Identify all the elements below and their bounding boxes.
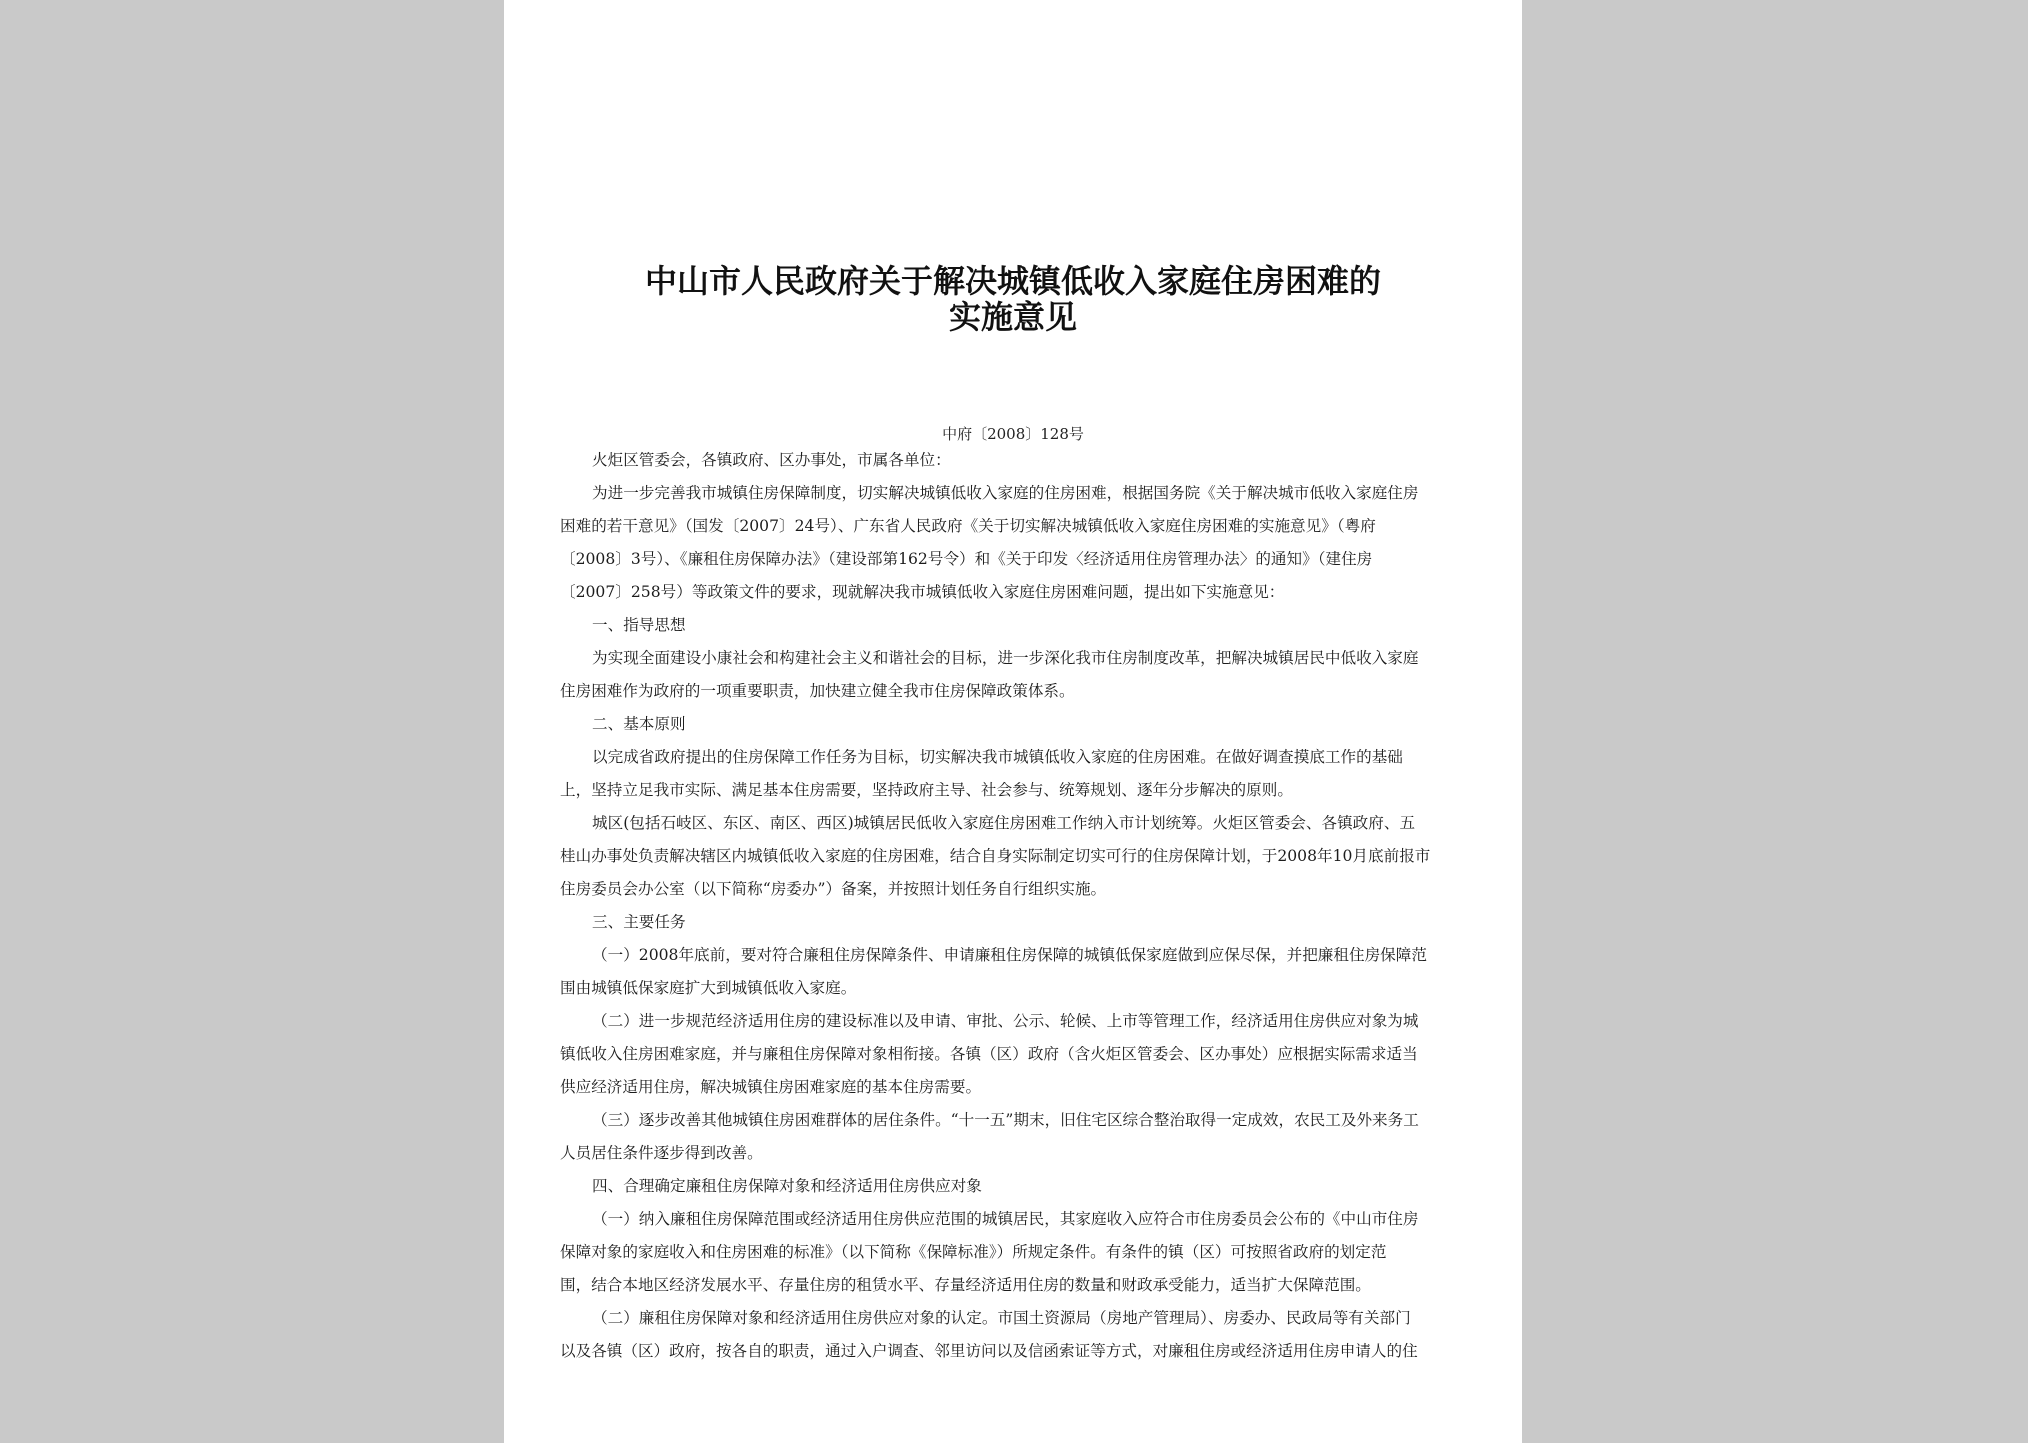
body-text-line: （二）廉租住房保障对象和经济适用住房供应对象的认定。市国土资源局（房地产管理局）、房委办、民政局等有关部门 [592, 1309, 1411, 1327]
body-text-line: （二）进一步规范经济适用住房的建设标准以及申请、审批、公示、轮候、上市等管理工作，经济适用住房供应对象为城 [592, 1012, 1419, 1030]
body-text-line: 围，结合本地区经济发展水平、存量住房的租赁水平、存量经济适用住房的数量和财政承受能力，适当扩大保障范围。 [560, 1276, 1371, 1294]
body-text-line: 保障对象的家庭收入和住房困难的标准》（以下简称《保障标准》）所规定条件。有条件的镇（区）可按照省政府的划定范 [560, 1243, 1387, 1261]
body-text-line: 城区(包括石岐区、东区、南区、西区)城镇居民低收入家庭住房困难工作纳入市计划统筹。火炬区管委会、各镇政府、五 [592, 814, 1416, 832]
body-text-line: 三、主要任务 [592, 913, 686, 931]
body-text-line: 围由城镇低保家庭扩大到城镇低收入家庭。 [560, 979, 857, 997]
body-text-line: 桂山办事处负责解决辖区内城镇低收入家庭的住房困难，结合自身实际制定切实可行的住房保障计划，于2008年10月底前报市 [560, 847, 1431, 865]
body-text-line: 以及各镇（区）政府，按各自的职责，通过入户调查、邻里访问以及信函索证等方式，对廉租住房或经济适用住房申请人的住 [560, 1342, 1418, 1360]
body-text-line: 人员居住条件逐步得到改善。 [560, 1144, 763, 1162]
body-text-line: 〔2008〕3号）、《廉租住房保障办法》（建设部第162号令）和《关于印发〈经济适用住房管理办法〉的通知》（建住房 [560, 550, 1373, 568]
body-text-line: 上，坚持立足我市实际、满足基本住房需要，坚持政府主导、社会参与、统筹规划、逐年分步解决的原则。 [560, 781, 1293, 799]
body-text-line: （一）2008年底前，要对符合廉租住房保障条件、申请廉租住房保障的城镇低保家庭做到应保尽保，并把廉租住房保障范 [592, 946, 1427, 964]
document-title-line-2: 实施意见 [948, 298, 1077, 336]
body-text-line: 火炬区管委会，各镇政府、区办事处，市属各单位： [592, 451, 951, 469]
body-text-line: 为实现全面建设小康社会和构建社会主义和谐社会的目标，进一步深化我市住房制度改革，把解决城镇居民中低收入家庭 [592, 649, 1419, 667]
document-number: 中府〔2008〕128号 [942, 425, 1084, 443]
body-text-line: 镇低收入住房困难家庭，并与廉租住房保障对象相衔接。各镇（区）政府（含火炬区管委会、区办事处）应根据实际需求适当 [560, 1045, 1418, 1063]
document-body [560, 444, 1470, 1368]
body-text-line: 住房委员会办公室（以下简称“房委办”）备案，并按照计划任务自行组织实施。 [560, 880, 1107, 898]
body-text-line: 为进一步完善我市城镇住房保障制度，切实解决城镇低收入家庭的住房困难，根据国务院《关于解决城市低收入家庭住房 [592, 484, 1419, 502]
body-text-line: 四、合理确定廉租住房保障对象和经济适用住房供应对象 [592, 1177, 982, 1195]
body-text-line: 〔2007〕258号）等政策文件的要求，现就解决我市城镇低收入家庭住房困难问题，提出如下实施意见： [560, 583, 1285, 601]
document-title-line-1: 中山市人民政府关于解决城镇低收入家庭住房困难的 [644, 262, 1381, 300]
document-page [504, 0, 1522, 1443]
body-text-line: 以完成省政府提出的住房保障工作任务为目标，切实解决我市城镇低收入家庭的住房困难。在做好调查摸底工作的基础 [592, 748, 1403, 766]
body-text-line: 供应经济适用住房，解决城镇住房困难家庭的基本住房需要。 [560, 1078, 982, 1096]
body-text-line: （一）纳入廉租住房保障范围或经济适用住房供应范围的城镇居民，其家庭收入应符合市住房委员会公布的《中山市住房 [592, 1210, 1419, 1228]
body-text-line: （三）逐步改善其他城镇住房困难群体的居住条件。“十一五”期末，旧住宅区综合整治取得一定成效，农民工及外来务工 [592, 1111, 1419, 1129]
body-text-line: 困难的若干意见》（国发〔2007〕24号）、广东省人民政府《关于切实解决城镇低收入家庭住房困难的实施意见》（粤府 [560, 517, 1376, 535]
body-text-line: 二、基本原则 [592, 715, 686, 733]
body-text-line: 一、指导思想 [592, 616, 686, 634]
body-text-line: 住房困难作为政府的一项重要职责，加快建立健全我市住房保障政策体系。 [560, 682, 1075, 700]
